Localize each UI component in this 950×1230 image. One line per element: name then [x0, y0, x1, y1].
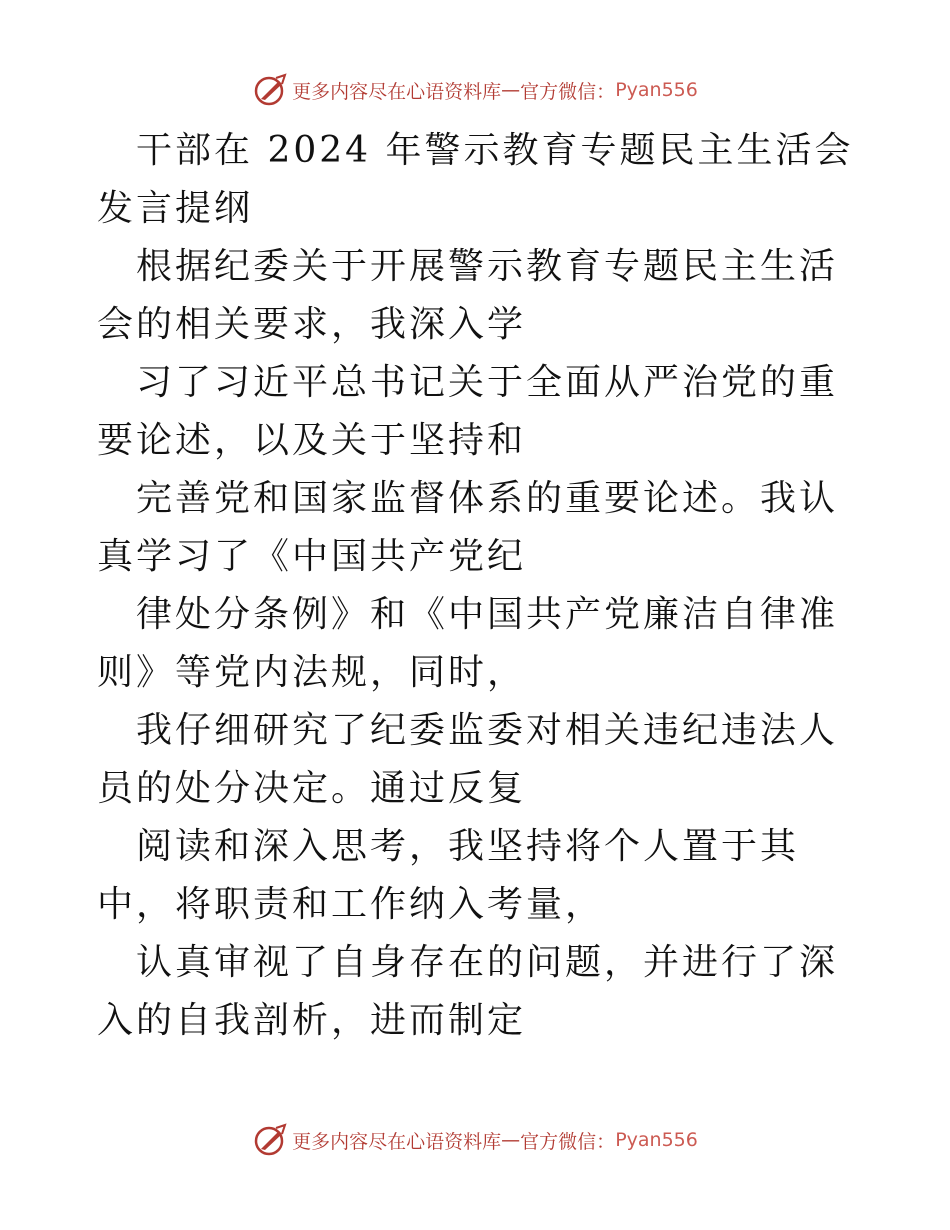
document-body	[97, 122, 857, 1050]
banner-separator: —	[501, 1129, 521, 1151]
paragraph-5: 我仔细研究了纪委监委对相关违纪违法人员的处分决定。通过反复	[97, 710, 839, 809]
banner-brand: 更多内容尽在心语资料库	[292, 80, 502, 103]
banner-contact: Pyan556	[615, 1129, 698, 1151]
paragraph-1: 根据纪委关于开展警示教育专题民主生活会的相关要求，我深入学	[97, 246, 839, 345]
banner-contact: Pyan556	[615, 79, 698, 101]
banner-brand: 更多内容尽在心语资料库	[292, 1130, 502, 1153]
paragraph-7: 认真审视了自身存在的问题，并进行了深入的自我剖析，进而制定	[97, 942, 839, 1041]
quill-logo-icon	[252, 72, 288, 108]
paragraph-4: 律处分条例》和《中国共产党廉洁自律准则》等党内法规，同时，	[97, 594, 839, 693]
banner-separator: —	[501, 79, 521, 101]
quill-logo-icon	[252, 1122, 288, 1158]
paragraph-3: 完善党和国家监督体系的重要论述。我认真学习了《中国共产党纪	[97, 478, 839, 577]
banner-label: 官方微信：	[520, 80, 616, 103]
document-title: 干部在 2024 年警示教育专题民主生活会发言提纲	[97, 130, 854, 229]
paragraph-2: 习了习近平总书记关于全面从严治党的重要论述，以及关于坚持和	[97, 362, 839, 461]
banner-label: 官方微信：	[520, 1130, 616, 1153]
paragraph-6: 阅读和深入思考，我坚持将个人置于其中，将职责和工作纳入考量，	[97, 826, 800, 925]
header-watermark	[0, 70, 950, 110]
footer-watermark	[0, 1120, 950, 1160]
